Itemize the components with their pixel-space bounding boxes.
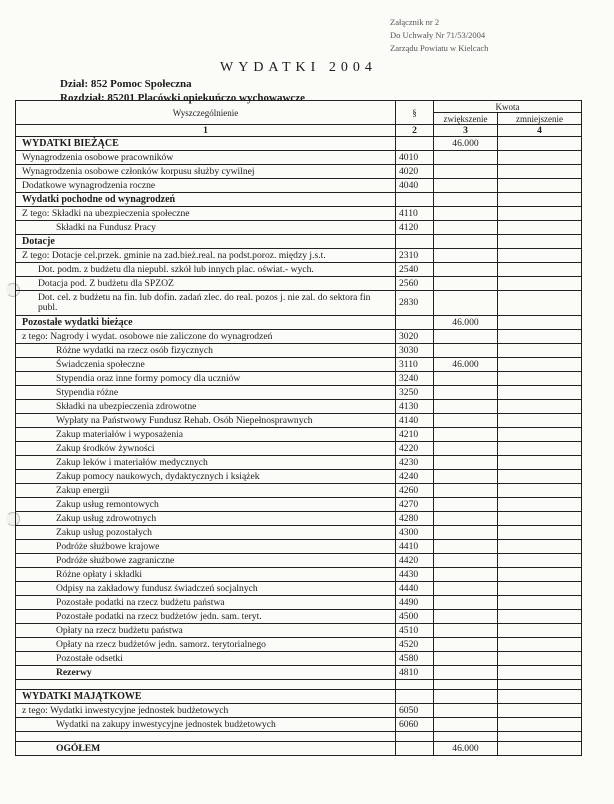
table-row: [16, 470, 582, 484]
header-row: [16, 101, 582, 113]
dzial-label: Dział: 852 Pomoc Społeczna: [60, 78, 192, 90]
row-increase-amount: [434, 624, 498, 638]
table-row: [16, 330, 582, 344]
row-paragraph-code: 4260: [396, 484, 434, 498]
row-description: Podróże służbowe zagraniczne: [16, 554, 396, 568]
row-description: WYDATKI MAJĄTKOWE: [16, 690, 396, 704]
row-decrease-amount: [498, 235, 582, 249]
row-paragraph-code: 4490: [396, 596, 434, 610]
row-paragraph-code: [396, 316, 434, 330]
rozdzial-label: Rozdział: 85201 Placówki opiekuńczo wychowawcze: [60, 92, 306, 104]
row-decrease-amount: [498, 718, 582, 732]
table-row: [16, 704, 582, 718]
row-decrease-amount: [498, 386, 582, 400]
row-paragraph-code: [396, 742, 434, 756]
row-paragraph-code: 3250: [396, 386, 434, 400]
row-description: Wynagrodzenia osobowe członków korpusu służby cywilnej: [16, 165, 396, 179]
row-description: Różne wydatki na rzecz osób fizycznych: [16, 344, 396, 358]
row-paragraph-code: 3240: [396, 372, 434, 386]
row-increase-amount: 46.000: [434, 316, 498, 330]
row-description: Składki na ubezpieczenia zdrowotne: [16, 400, 396, 414]
row-decrease-amount: [498, 221, 582, 235]
row-increase-amount: [434, 330, 498, 344]
row-increase-amount: [434, 582, 498, 596]
annex-line-1: Załącznik nr 2: [390, 17, 440, 27]
row-decrease-amount: [498, 400, 582, 414]
row-description: Pozostałe podatki na rzecz budżetu państwa: [16, 596, 396, 610]
row-increase-amount: [434, 165, 498, 179]
table-row: [16, 428, 582, 442]
row-decrease-amount: [498, 690, 582, 704]
row-paragraph-code: [396, 193, 434, 207]
column-number: 4: [498, 125, 582, 137]
row-description: OGÓŁEM: [16, 742, 396, 756]
row-decrease-amount: [498, 666, 582, 680]
row-paragraph-code: 4440: [396, 582, 434, 596]
row-paragraph-code: 4140: [396, 414, 434, 428]
table-row: [16, 666, 582, 680]
column-number: 3: [434, 125, 498, 137]
row-paragraph-code: 4280: [396, 512, 434, 526]
table-row: [16, 358, 582, 372]
row-increase-amount: [434, 263, 498, 277]
row-decrease-amount: [498, 179, 582, 193]
table-row: [16, 372, 582, 386]
row-increase-amount: [434, 718, 498, 732]
row-paragraph-code: 6050: [396, 704, 434, 718]
row-description: Dotacja pod. Z budżetu dla SPZOZ: [16, 277, 396, 291]
row-decrease-amount: [498, 456, 582, 470]
row-paragraph-code: 2560: [396, 277, 434, 291]
row-paragraph-code: 4520: [396, 638, 434, 652]
table-section-row: [16, 316, 582, 330]
row-decrease-amount: [498, 596, 582, 610]
row-paragraph-code: 4580: [396, 652, 434, 666]
row-description: Zakup materiałów i wyposażenia: [16, 428, 396, 442]
row-description: Z tego: Składki na ubezpieczenia społeczne: [16, 207, 396, 221]
table-row: [16, 638, 582, 652]
table-total-row: [16, 742, 582, 756]
row-paragraph-code: 3020: [396, 330, 434, 344]
row-increase-amount: [434, 732, 498, 742]
table-section-row: [16, 137, 582, 151]
row-description: Dot. podm. z budżetu dla niepubl. szkół lub innych plac. oświat.- wych.: [16, 263, 396, 277]
row-decrease-amount: [498, 540, 582, 554]
row-description: Rezerwy: [16, 666, 396, 680]
row-increase-amount: [434, 291, 498, 316]
row-description: Pozostałe wydatki bieżące: [16, 316, 396, 330]
table-row: [16, 512, 582, 526]
row-paragraph-code: 4300: [396, 526, 434, 540]
header-increase: zwiększenie: [434, 113, 498, 125]
row-description: Składki na Fundusz Pracy: [16, 221, 396, 235]
table-row: [16, 456, 582, 470]
row-decrease-amount: [498, 207, 582, 221]
header-amount: Kwota: [434, 101, 582, 113]
row-description: Z tego: Dotacje cel.przek. gminie na zad.bież.real. na podst.poroz. między j.s.t.: [16, 249, 396, 263]
annex-note: [390, 16, 540, 55]
row-paragraph-code: 2830: [396, 291, 434, 316]
row-increase-amount: [434, 540, 498, 554]
row-paragraph-code: 6060: [396, 718, 434, 732]
row-paragraph-code: 4230: [396, 456, 434, 470]
row-increase-amount: [434, 442, 498, 456]
row-increase-amount: [434, 554, 498, 568]
row-increase-amount: [434, 235, 498, 249]
row-increase-amount: [434, 179, 498, 193]
row-description: Wydatki na zakupy inwestycyjne jednostek budżetowych: [16, 718, 396, 732]
row-decrease-amount: [498, 704, 582, 718]
row-increase-amount: [434, 512, 498, 526]
row-decrease-amount: [498, 512, 582, 526]
table-row: [16, 582, 582, 596]
row-description: Wypłaty na Państwowy Fundusz Rehab. Osób Niepełnosprawnych: [16, 414, 396, 428]
table-row: [16, 344, 582, 358]
row-increase-amount: [434, 386, 498, 400]
row-description: Stypendia oraz inne formy pomocy dla uczniów: [16, 372, 396, 386]
row-increase-amount: [434, 372, 498, 386]
row-decrease-amount: [498, 568, 582, 582]
row-increase-amount: [434, 498, 498, 512]
row-decrease-amount: [498, 358, 582, 372]
table-section-row: [16, 690, 582, 704]
row-paragraph-code: 4500: [396, 610, 434, 624]
row-description: Zakup środków żywności: [16, 442, 396, 456]
table-row: [16, 414, 582, 428]
row-description: Pozostałe odsetki: [16, 652, 396, 666]
row-description: Zakup energii: [16, 484, 396, 498]
table-row: [16, 624, 582, 638]
row-paragraph-code: 4420: [396, 554, 434, 568]
expenses-table: [15, 100, 582, 756]
row-increase-amount: [434, 221, 498, 235]
row-paragraph-code: [396, 235, 434, 249]
row-paragraph-code: 4040: [396, 179, 434, 193]
table-row: [16, 498, 582, 512]
page-title: WYDATKI 2004: [220, 60, 377, 75]
table-row: [16, 442, 582, 456]
row-paragraph-code: 2310: [396, 249, 434, 263]
table-row: [16, 207, 582, 221]
annex-line-3: Zarządu Powiatu w Kielcach: [390, 43, 489, 53]
row-decrease-amount: [498, 414, 582, 428]
table-row: [16, 221, 582, 235]
table-row: [16, 249, 582, 263]
row-decrease-amount: [498, 732, 582, 742]
row-decrease-amount: [498, 498, 582, 512]
row-paragraph-code: 3110: [396, 358, 434, 372]
row-decrease-amount: [498, 372, 582, 386]
table-row: [16, 596, 582, 610]
row-description: Świadczenia społeczne: [16, 358, 396, 372]
table-row: [16, 732, 582, 742]
row-decrease-amount: [498, 652, 582, 666]
row-increase-amount: [434, 249, 498, 263]
row-description: Odpisy na zakładowy fundusz świadczeń socjalnych: [16, 582, 396, 596]
row-increase-amount: [434, 526, 498, 540]
row-description: Dodatkowe wynagrodzenia roczne: [16, 179, 396, 193]
row-decrease-amount: [498, 344, 582, 358]
row-paragraph-code: 4220: [396, 442, 434, 456]
column-number: 1: [16, 125, 396, 137]
row-increase-amount: [434, 666, 498, 680]
row-decrease-amount: [498, 330, 582, 344]
row-description: [16, 732, 396, 742]
row-description: Podróże służbowe krajowe: [16, 540, 396, 554]
row-decrease-amount: [498, 638, 582, 652]
row-decrease-amount: [498, 291, 582, 316]
row-decrease-amount: [498, 442, 582, 456]
row-paragraph-code: 3030: [396, 344, 434, 358]
row-description: z tego: Nagrody i wydat. osobowe nie zaliczone do wynagrodzeń: [16, 330, 396, 344]
row-decrease-amount: [498, 680, 582, 690]
row-increase-amount: [434, 652, 498, 666]
row-decrease-amount: [498, 151, 582, 165]
row-paragraph-code: 4210: [396, 428, 434, 442]
row-increase-amount: 46.000: [434, 137, 498, 151]
row-increase-amount: [434, 704, 498, 718]
table-row: [16, 263, 582, 277]
row-decrease-amount: [498, 277, 582, 291]
row-increase-amount: [434, 484, 498, 498]
row-description: Wynagrodzenia osobowe pracowników: [16, 151, 396, 165]
header-decrease: zmniejszenie: [498, 113, 582, 125]
row-increase-amount: [434, 277, 498, 291]
row-paragraph-code: 4430: [396, 568, 434, 582]
row-increase-amount: [434, 638, 498, 652]
row-paragraph-code: [396, 680, 434, 690]
table-row: [16, 554, 582, 568]
row-paragraph-code: 4240: [396, 470, 434, 484]
table-row: [16, 526, 582, 540]
row-description: WYDATKI BIEŻĄCE: [16, 137, 396, 151]
row-description: Zakup usług zdrowotnych: [16, 512, 396, 526]
row-increase-amount: [434, 344, 498, 358]
table-row: [16, 680, 582, 690]
table-row: [16, 610, 582, 624]
row-paragraph-code: 4270: [396, 498, 434, 512]
row-decrease-amount: [498, 428, 582, 442]
column-number: 2: [396, 125, 434, 137]
row-paragraph-code: 4020: [396, 165, 434, 179]
row-paragraph-code: [396, 732, 434, 742]
row-description: Zakup leków i materiałów medycznych: [16, 456, 396, 470]
table-row: [16, 277, 582, 291]
row-decrease-amount: [498, 316, 582, 330]
table-row: [16, 165, 582, 179]
row-paragraph-code: 2540: [396, 263, 434, 277]
table-row: [16, 540, 582, 554]
column-number-row: [16, 125, 582, 137]
row-decrease-amount: [498, 263, 582, 277]
row-increase-amount: [434, 568, 498, 582]
row-decrease-amount: [498, 249, 582, 263]
row-increase-amount: 46.000: [434, 358, 498, 372]
row-paragraph-code: 4120: [396, 221, 434, 235]
table-section-row: [16, 193, 582, 207]
row-paragraph-code: 4110: [396, 207, 434, 221]
row-paragraph-code: [396, 137, 434, 151]
table-row: [16, 151, 582, 165]
table-row: [16, 291, 582, 316]
expenses-table-body: [16, 101, 582, 756]
row-description: Opłaty na rzecz budżetów jedn. samorz. terytorialnego: [16, 638, 396, 652]
row-increase-amount: [434, 428, 498, 442]
table-row: [16, 179, 582, 193]
row-description: [16, 680, 396, 690]
row-decrease-amount: [498, 742, 582, 756]
row-decrease-amount: [498, 470, 582, 484]
row-description: Różne opłaty i składki: [16, 568, 396, 582]
table-row: [16, 568, 582, 582]
header-paragraph: §: [396, 101, 434, 125]
row-increase-amount: 46.000: [434, 742, 498, 756]
table-row: [16, 484, 582, 498]
table-section-row: [16, 235, 582, 249]
row-increase-amount: [434, 690, 498, 704]
row-description: Zakup usług pozostałych: [16, 526, 396, 540]
row-increase-amount: [434, 414, 498, 428]
row-increase-amount: [434, 470, 498, 484]
row-description: Dot. cel. z budżetu na fin. lub dofin. zadań zlec. do real. pozos j. nie zal. do sektora fin publ.: [16, 291, 396, 316]
row-increase-amount: [434, 193, 498, 207]
row-paragraph-code: 4810: [396, 666, 434, 680]
row-description: Dotacje: [16, 235, 396, 249]
row-decrease-amount: [498, 137, 582, 151]
row-increase-amount: [434, 400, 498, 414]
row-paragraph-code: 4510: [396, 624, 434, 638]
row-decrease-amount: [498, 624, 582, 638]
row-description: Stypendia różne: [16, 386, 396, 400]
row-paragraph-code: [396, 690, 434, 704]
annex-line-2: Do Uchwały Nr 71/53/2004: [390, 30, 486, 40]
row-increase-amount: [434, 456, 498, 470]
row-increase-amount: [434, 151, 498, 165]
row-paragraph-code: 4010: [396, 151, 434, 165]
row-decrease-amount: [498, 610, 582, 624]
row-decrease-amount: [498, 526, 582, 540]
row-decrease-amount: [498, 554, 582, 568]
row-decrease-amount: [498, 193, 582, 207]
row-increase-amount: [434, 596, 498, 610]
table-row: [16, 400, 582, 414]
row-increase-amount: [434, 610, 498, 624]
row-increase-amount: [434, 680, 498, 690]
table-row: [16, 652, 582, 666]
row-decrease-amount: [498, 484, 582, 498]
row-description: Pozostałe podatki na rzecz budżetów jedn. sam. teryt.: [16, 610, 396, 624]
row-description: Zakup pomocy naukowych, dydaktycznych i książek: [16, 470, 396, 484]
row-description: Opłaty na rzecz budżetu państwa: [16, 624, 396, 638]
row-paragraph-code: 4410: [396, 540, 434, 554]
table-row: [16, 718, 582, 732]
row-description: Wydatki pochodne od wynagrodzeń: [16, 193, 396, 207]
row-description: Zakup usług remontowych: [16, 498, 396, 512]
header-description: Wyszczególnienie: [16, 101, 396, 125]
table-row: [16, 386, 582, 400]
row-decrease-amount: [498, 165, 582, 179]
row-decrease-amount: [498, 582, 582, 596]
row-description: z tego: Wydatki inwestycyjne jednostek budżetowych: [16, 704, 396, 718]
row-increase-amount: [434, 207, 498, 221]
row-paragraph-code: 4130: [396, 400, 434, 414]
